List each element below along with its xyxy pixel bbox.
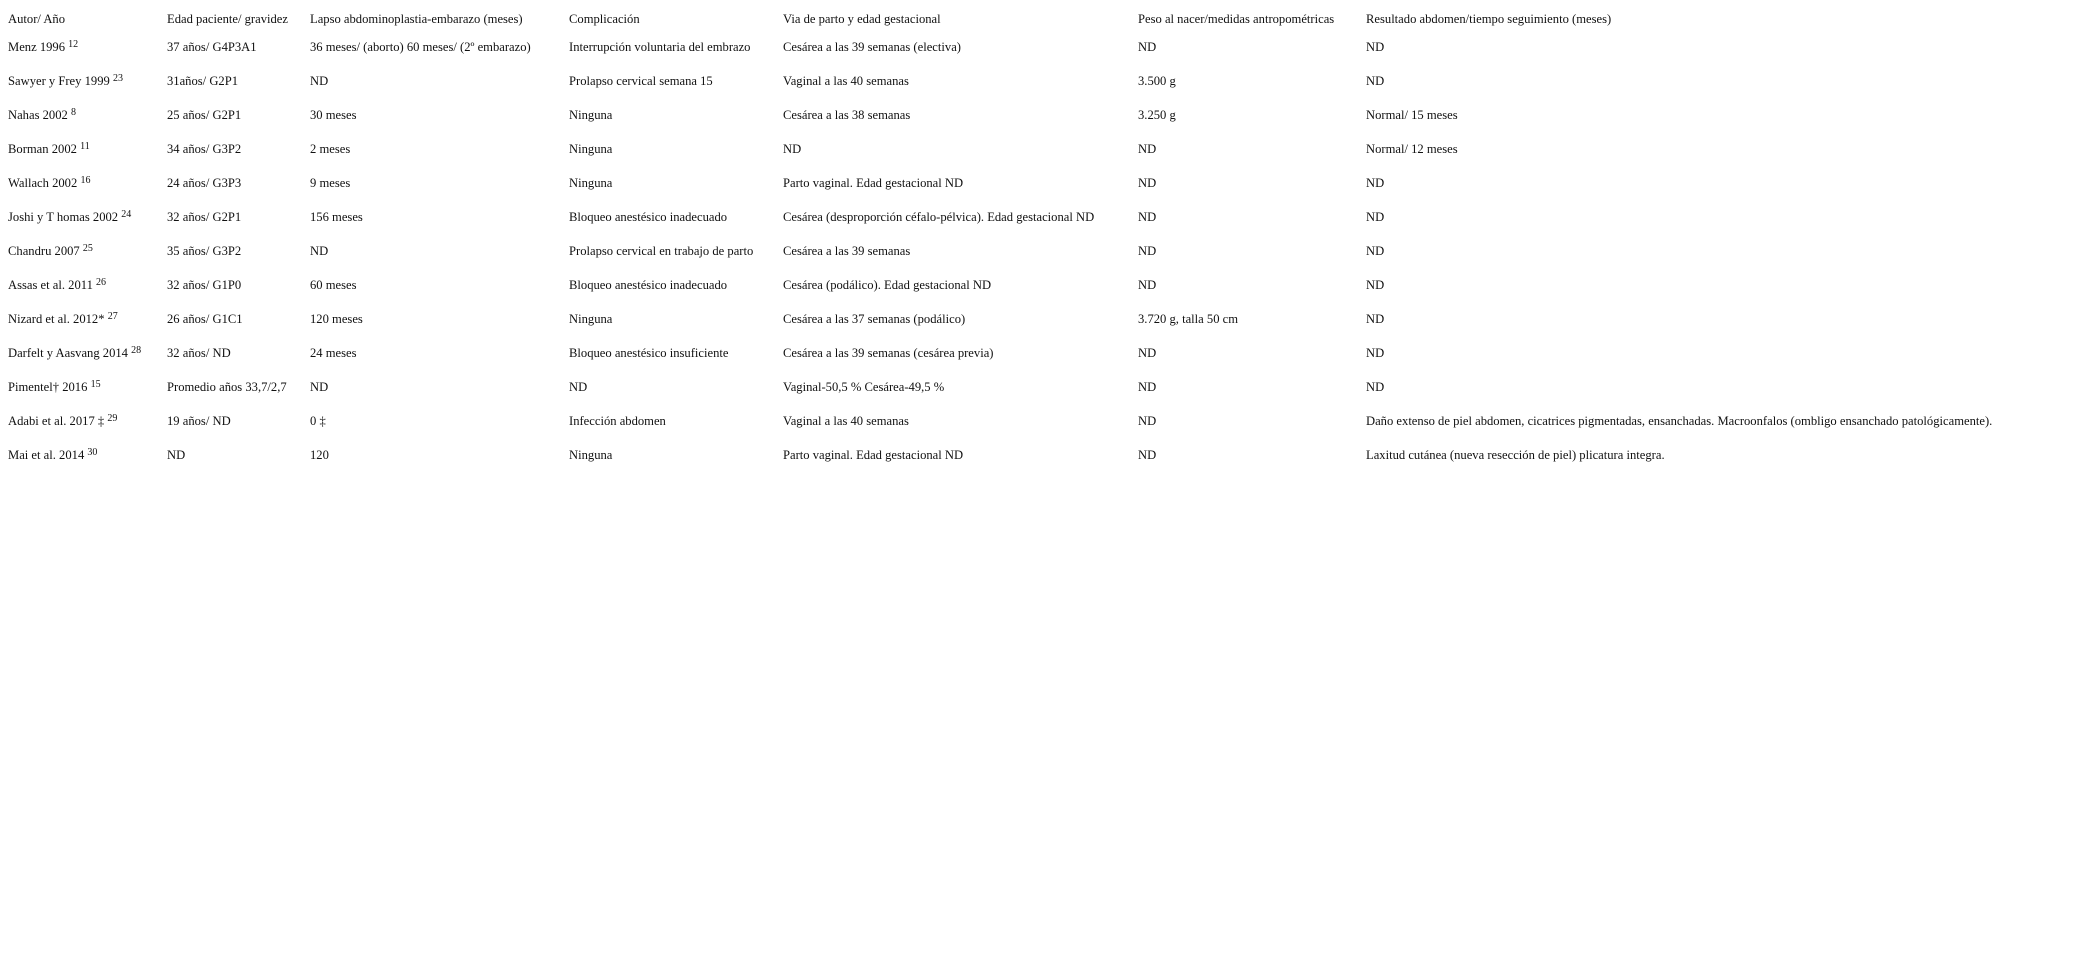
cell-delivery-route: Cesárea a las 37 semanas (podálico) [783, 311, 966, 326]
table-row [5, 98, 2000, 132]
cell-delivery-route: Vaginal-50,5 % Cesárea-49,5 % [783, 379, 945, 394]
table-body [5, 30, 2000, 472]
table-row [5, 200, 2000, 234]
cell-author-year [5, 166, 164, 200]
cell-birth-weight: 3.250 g [1138, 107, 1176, 122]
table-row [5, 370, 2000, 404]
cell-birth-weight: ND [1138, 175, 1157, 190]
reference-number: 16 [80, 174, 91, 186]
cell-author-year [5, 200, 164, 234]
author-name: Nizard et al. 2012* [8, 311, 105, 326]
cell-author-year [5, 302, 164, 336]
table-row [5, 64, 2000, 98]
table-row [5, 438, 2000, 472]
author-name: Menz 1996 [8, 39, 66, 54]
cell-interval: ND [310, 73, 329, 88]
cell-abdomen-result: Daño extenso de piel abdomen, cicatrices pigmentadas, ensanchadas. Macroonfalos (ombligo ensanchado patológicamente). [1366, 413, 1993, 428]
reference-number: 27 [107, 310, 118, 322]
author-name: Sawyer y Frey 1999 [8, 73, 110, 88]
cell-abdomen-result: ND [1366, 379, 1385, 394]
author-name: Nahas 2002 [8, 107, 68, 122]
cell-patient-age: 37 años/ G4P3A1 [167, 39, 257, 54]
cell-abdomen-result: ND [1366, 209, 1385, 224]
cell-author-year [5, 404, 164, 438]
cell-complication: Ninguna [569, 107, 613, 122]
cell-patient-age: ND [167, 447, 186, 462]
cell-author-year [5, 132, 164, 166]
cell-interval: ND [310, 379, 329, 394]
cell-delivery-route: Parto vaginal. Edad gestacional ND [783, 175, 964, 190]
table-row [5, 268, 2000, 302]
cell-patient-age: Promedio años 33,7/2,7 [167, 379, 287, 394]
reference-number: 26 [96, 276, 107, 288]
cell-birth-weight: ND [1138, 447, 1157, 462]
cell-patient-age: 32 años/ G2P1 [167, 209, 242, 224]
cell-birth-weight: ND [1138, 209, 1157, 224]
cell-birth-weight: ND [1138, 141, 1157, 156]
header-abdomen-result: Resultado abdomen/tiempo seguimiento (meses) [1366, 11, 1612, 26]
reference-number: 15 [90, 378, 101, 390]
cell-interval: 30 meses [310, 107, 357, 122]
table-row [5, 132, 2000, 166]
cell-complication: Ninguna [569, 141, 613, 156]
reference-number: 12 [68, 38, 79, 50]
cell-interval: 0 ‡ [310, 413, 326, 428]
cell-abdomen-result: Normal/ 15 meses [1366, 107, 1458, 122]
cell-birth-weight: 3.720 g, talla 50 cm [1138, 311, 1239, 326]
cell-interval: 120 [310, 447, 329, 462]
cell-author-year [5, 438, 164, 472]
cell-delivery-route: Cesárea (podálico). Edad gestacional ND [783, 277, 992, 292]
table-row [5, 234, 2000, 268]
cell-abdomen-result: ND [1366, 311, 1385, 326]
cell-patient-age: 26 años/ G1C1 [167, 311, 243, 326]
cell-abdomen-result: Normal/ 12 meses [1366, 141, 1458, 156]
cell-complication: Bloqueo anestésico insuficiente [569, 345, 729, 360]
cell-interval: 24 meses [310, 345, 357, 360]
reference-number: 23 [112, 72, 123, 84]
cell-patient-age: 32 años/ ND [167, 345, 231, 360]
table-row [5, 404, 2000, 438]
cell-complication: Interrupción voluntaria del embrazo [569, 39, 751, 54]
cell-complication: Prolapso cervical en trabajo de parto [569, 243, 754, 258]
table-row [5, 302, 2000, 336]
header-delivery-route: Via de parto y edad gestacional [783, 11, 941, 26]
cell-delivery-route: Cesárea (desproporción céfalo-pélvica). Edad gestacional ND [783, 209, 1095, 224]
table-row [5, 166, 2000, 200]
pregnancy-after-abdominoplasty-table [5, 8, 2000, 472]
cell-abdomen-result: ND [1366, 277, 1385, 292]
cell-author-year [5, 268, 164, 302]
reference-number: 29 [107, 412, 118, 424]
author-name: Assas et al. 2011 [8, 277, 93, 292]
cell-interval: 60 meses [310, 277, 357, 292]
cell-author-year [5, 64, 164, 98]
reference-number: 30 [87, 446, 98, 458]
cell-birth-weight: ND [1138, 277, 1157, 292]
table-row [5, 336, 2000, 370]
table-row [5, 30, 2000, 64]
reference-number: 28 [131, 344, 142, 356]
cell-interval: 2 meses [310, 141, 351, 156]
cell-delivery-route: Parto vaginal. Edad gestacional ND [783, 447, 964, 462]
cell-interval: 120 meses [310, 311, 363, 326]
cell-abdomen-result: ND [1366, 73, 1385, 88]
cell-interval: 9 meses [310, 175, 351, 190]
author-name: Pimentel† 2016 [8, 379, 88, 394]
cell-complication: Bloqueo anestésico inadecuado [569, 277, 728, 292]
cell-birth-weight: ND [1138, 243, 1157, 258]
cell-complication: Ninguna [569, 311, 613, 326]
header-complication: Complicación [569, 11, 640, 26]
cell-birth-weight: 3.500 g [1138, 73, 1176, 88]
cell-delivery-route: Vaginal a las 40 semanas [783, 73, 909, 88]
cell-interval: 156 meses [310, 209, 363, 224]
cell-author-year [5, 336, 164, 370]
cell-delivery-route: Vaginal a las 40 semanas [783, 413, 909, 428]
reference-number: 25 [82, 242, 93, 254]
header-birth-weight: Peso al nacer/medidas antropométricas [1138, 11, 1335, 26]
header-author-year: Autor/ Año [8, 11, 66, 26]
cell-interval: 36 meses/ (aborto) 60 meses/ (2º embarazo) [310, 39, 531, 54]
cell-abdomen-result: ND [1366, 39, 1385, 54]
header-patient-age: Edad paciente/ gravidez [167, 11, 288, 26]
cell-patient-age: 35 años/ G3P2 [167, 243, 242, 258]
cell-delivery-route: Cesárea a las 39 semanas (electiva) [783, 39, 961, 54]
cell-author-year [5, 30, 164, 64]
author-name: Adabi et al. 2017 ‡ [8, 413, 105, 428]
author-name: Wallach 2002 [8, 175, 78, 190]
cell-patient-age: 31años/ G2P1 [167, 73, 239, 88]
cell-delivery-route: Cesárea a las 38 semanas [783, 107, 911, 122]
cell-complication: Bloqueo anestésico inadecuado [569, 209, 728, 224]
author-name: Joshi y T homas 2002 [8, 209, 119, 224]
cell-author-year [5, 370, 164, 404]
reference-number: 8 [70, 106, 76, 118]
cell-author-year [5, 98, 164, 132]
cell-patient-age: 19 años/ ND [167, 413, 231, 428]
cell-abdomen-result: ND [1366, 243, 1385, 258]
cell-interval: ND [310, 243, 329, 258]
cell-birth-weight: ND [1138, 413, 1157, 428]
cell-author-year [5, 234, 164, 268]
reference-number: 11 [80, 140, 90, 152]
author-name: Chandru 2007 [8, 243, 80, 258]
author-name: Borman 2002 [8, 141, 77, 156]
cell-birth-weight: ND [1138, 39, 1157, 54]
cell-delivery-route: ND [783, 141, 802, 156]
cell-abdomen-result: ND [1366, 345, 1385, 360]
cell-abdomen-result: ND [1366, 175, 1385, 190]
cell-abdomen-result: Laxitud cutánea (nueva resección de piel) plicatura integra. [1366, 447, 1665, 462]
cell-patient-age: 25 años/ G2P1 [167, 107, 242, 122]
cell-complication: Ninguna [569, 175, 613, 190]
cell-delivery-route: Cesárea a las 39 semanas [783, 243, 911, 258]
cell-complication: ND [569, 379, 588, 394]
cell-complication: Ninguna [569, 447, 613, 462]
author-name: Darfelt y Aasvang 2014 [8, 345, 128, 360]
cell-delivery-route: Cesárea a las 39 semanas (cesárea previa) [783, 345, 994, 360]
cell-complication: Prolapso cervical semana 15 [569, 73, 713, 88]
header-interval: Lapso abdominoplastia-embarazo (meses) [310, 11, 523, 26]
table-header-row [5, 8, 2000, 30]
reference-number: 24 [121, 208, 132, 220]
cell-complication: Infección abdomen [569, 413, 666, 428]
author-name: Mai et al. 2014 [8, 447, 85, 462]
cell-patient-age: 32 años/ G1P0 [167, 277, 242, 292]
cell-birth-weight: ND [1138, 379, 1157, 394]
cell-patient-age: 24 años/ G3P3 [167, 175, 242, 190]
cell-birth-weight: ND [1138, 345, 1157, 360]
cell-patient-age: 34 años/ G3P2 [167, 141, 242, 156]
